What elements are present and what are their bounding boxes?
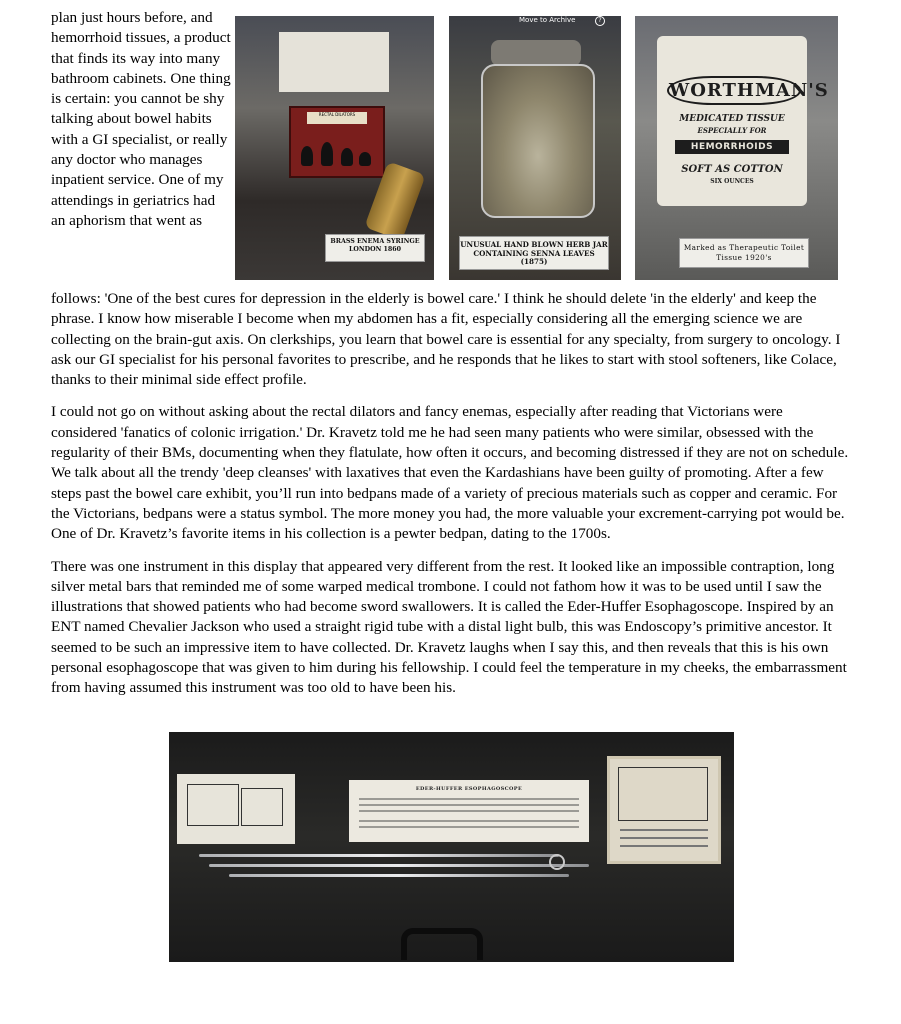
text-line bbox=[359, 810, 579, 812]
article-page bbox=[51, 8, 851, 792]
jar-caption: UNUSUAL HAND BLOWN HERB JAR CONTAINING SENNA LEAVES (1875) bbox=[459, 236, 609, 270]
senna-jar bbox=[481, 64, 595, 218]
scope-bar bbox=[199, 854, 559, 857]
dilator-case bbox=[289, 106, 385, 178]
text-line bbox=[359, 798, 579, 800]
syringe-caption: BRASS ENEMA SYRINGE LONDON 1860 bbox=[325, 234, 425, 262]
herb-jar-photo bbox=[449, 16, 621, 280]
intro-section bbox=[51, 8, 851, 291]
description-card bbox=[349, 780, 589, 842]
text-line bbox=[359, 820, 579, 822]
tin-line: SOFT AS COTTON bbox=[681, 164, 783, 175]
paragraph-1-continued: follows: 'One of the best cures for depression in the elderly is bowel care.' I think he should delete 'in the elderly' and keep the phrase. I know how miserable I become when my abdomen has a fit, especially considering all the emerging science we are collecting on the brain-gut axis. On clerkships, you learn that bowel care is essential for any specialty, from surgery to oncology. I ask our GI specialist for his personal favorites to prescribe, and he responds that he likes to start with stool softeners, like Colace, thanks to their minimal side effect profile. bbox=[51, 290, 841, 389]
tin-line: MEDICATED TISSUE bbox=[679, 114, 785, 124]
scope-eyepiece bbox=[549, 854, 565, 870]
sketch bbox=[618, 767, 708, 821]
dilator-shape bbox=[341, 148, 353, 166]
dilator-shape bbox=[359, 152, 371, 166]
text-line bbox=[359, 804, 579, 806]
text-line bbox=[359, 826, 579, 828]
tissue-tin bbox=[657, 36, 829, 206]
dilator-shape bbox=[301, 146, 313, 166]
esophagoscope-photo bbox=[169, 732, 734, 962]
scope-bar bbox=[209, 864, 589, 867]
paragraph-3: There was one instrument in this display that appeared very different from the rest. It looked like an impossible contraption, long silver metal bars that reminded me of some warped medical trombone. I could not fathom how it was to be used until I saw the illustrations that showed patients who had become sword swallowers. It is called the Eder-Huffer Esophagoscope. Inspired by an ENT named Chevalier Jackson who used a straight rigid tube with a distal light bulb, this was Endoscopy’s primitive ancestor. It seemed to be such an impressive item to have collected. Dr. Kravetz laughs when I say this, and then reveals that this is his own personal esophagoscope that was given to him during his fellowship. I could feel the temperature in my cheeks, the embarrassment from having assumed this instrument was too old to have been his. bbox=[51, 557, 847, 697]
tin-band: HEMORRHOIDS bbox=[675, 140, 789, 154]
dilator-case-label: RECTAL DILATORS bbox=[307, 112, 367, 124]
text-line bbox=[620, 845, 708, 847]
case-handle bbox=[401, 928, 483, 960]
illustration-card bbox=[177, 774, 295, 844]
help-icon[interactable]: ? bbox=[595, 16, 605, 26]
tin-line: ESPECIALLY FOR bbox=[697, 126, 767, 135]
sketch bbox=[241, 788, 283, 826]
exhibit-placard bbox=[279, 32, 389, 92]
float-paragraph: plan just hours before, and hemorrhoid tissues, a product that finds its way into many bathroom cabinets. One thing is certain: you cannot be shy talking about bowel habits with a GI specialist, or really any doctor who manages inpatient service. One of my attendings in geriatrics had an aphorism that went as bbox=[51, 9, 231, 229]
jar-lid bbox=[491, 40, 581, 66]
tin-line: SIX OUNCES bbox=[710, 178, 754, 185]
engraving-card bbox=[607, 756, 721, 864]
scope-bar bbox=[229, 874, 569, 877]
archive-overlay-text[interactable]: Move to Archive bbox=[519, 16, 576, 24]
tin-brand: WORTHMAN'S bbox=[667, 76, 801, 105]
dilator-shape bbox=[321, 142, 333, 166]
rectal-dilators-photo bbox=[235, 16, 434, 280]
paragraph-2: I could not go on without asking about the rectal dilators and fancy enemas, especially after reading that Victorians were considered 'fanatics of colonic irrigation.' Dr. Kravetz told me he had seen many patients who were similar, obsessed with the regularity of their BMs, documenting when they flatulate, how often it occurs, and becoming distressed if they are not on schedule. We talk about all the trendy 'deep cleanses' with laxatives that even the Kardashians have been guilty of promoting. After a few steps past the bowel care exhibit, you’ll run into bedpans made of a variety of precious materials such as copper and ceramic. For the Victorians, bedpans were a status symbol. The more money you had, the more valuable your excrement-carrying pot would be. One of Dr. Kravetz’s favorite items in his collection is a pewter bedpan, dating to the 1700s. bbox=[51, 403, 849, 543]
description-card-title: EDER-HUFFER ESOPHAGOSCOPE bbox=[415, 786, 523, 792]
tin-caption: Marked as Therapeutic Toilet Tissue 1920's bbox=[679, 238, 809, 268]
sketch bbox=[187, 784, 239, 826]
text-line bbox=[620, 829, 708, 831]
tissue-tin-photo bbox=[635, 16, 838, 280]
text-line bbox=[620, 837, 708, 839]
